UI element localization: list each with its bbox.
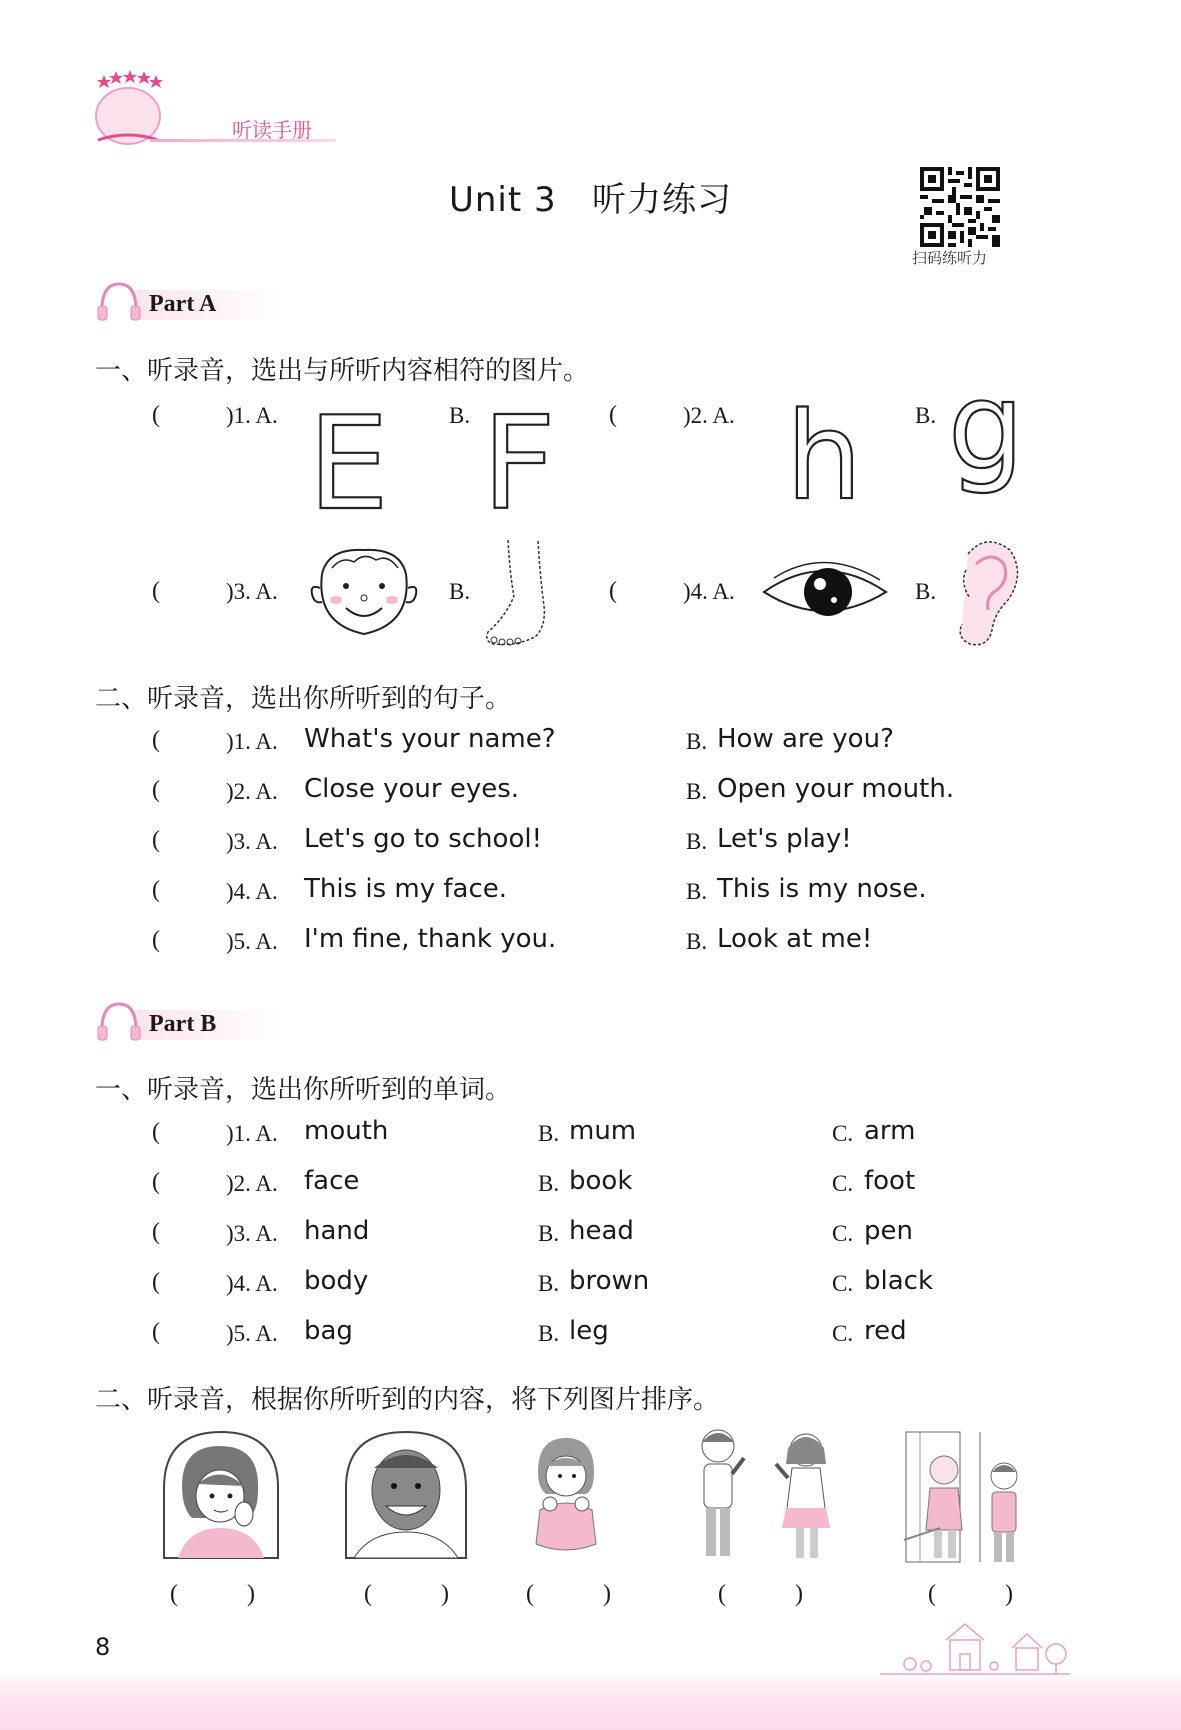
part-a-label: Part A <box>149 291 217 317</box>
option-c-word[interactable]: foot <box>864 1166 916 1196</box>
option-c-label: C. <box>832 1321 854 1346</box>
question-number: )3. A. <box>226 579 278 604</box>
option-b-sentence[interactable]: Look at me! <box>717 924 873 954</box>
svg-text:g: g <box>948 386 1025 497</box>
question-number: )4. A. <box>226 879 278 904</box>
part-a-banner <box>94 276 284 326</box>
picture-boy-and-girl-waving[interactable] <box>688 1424 838 1566</box>
headphones-icon <box>94 996 144 1046</box>
option-c-label: C. <box>832 1121 854 1146</box>
option-c-label: C. <box>832 1271 854 1296</box>
page-title: Unit 3 听力练习 <box>448 180 733 220</box>
question-number: )2. A. <box>226 1171 278 1196</box>
svg-text:F: F <box>482 398 556 516</box>
qr-code[interactable] <box>920 167 1000 247</box>
answer-paren-close: ) <box>247 1581 255 1607</box>
option-b-word[interactable]: mum <box>569 1116 637 1146</box>
answer-paren-open: ( <box>609 578 617 604</box>
option-b-label: B. <box>686 829 708 854</box>
answer-paren-open: ( <box>364 1581 372 1607</box>
answer-paren-open: ( <box>152 927 160 953</box>
option-c-word[interactable]: arm <box>864 1116 916 1146</box>
question-number: )3. A. <box>226 829 278 854</box>
answer-paren-close: ) <box>795 1581 803 1607</box>
svg-text:E: E <box>308 398 386 516</box>
foot-icon[interactable] <box>480 536 560 652</box>
option-a-word[interactable]: face <box>304 1166 360 1196</box>
option-a-sentence[interactable]: This is my face. <box>304 874 508 904</box>
option-b-label: B. <box>686 779 708 804</box>
face-icon[interactable] <box>302 544 426 642</box>
question-number: )5. A. <box>226 929 278 954</box>
question-number: )4. A. <box>226 1271 278 1296</box>
answer-paren-open: ( <box>152 827 160 853</box>
option-b-sentence[interactable]: Open your mouth. <box>717 774 955 804</box>
part-a-section2-heading: 二、听录音，选出你所听到的句子。 <box>95 684 512 714</box>
option-a-word[interactable]: hand <box>304 1216 370 1246</box>
question-number: )4. A. <box>683 579 735 604</box>
answer-paren-open: ( <box>152 1119 160 1145</box>
answer-paren-open: ( <box>928 1581 936 1607</box>
option-b-label: B. <box>449 403 471 428</box>
option-b-label: B. <box>538 1271 560 1296</box>
picture-children-at-door[interactable] <box>900 1430 1032 1570</box>
qr-caption: 扫码练听力 <box>912 249 988 267</box>
ear-icon[interactable] <box>946 534 1022 654</box>
footer-decoration-houses <box>880 1618 1070 1682</box>
brand-label: 听读手册 <box>232 118 312 142</box>
question-number: )2. A. <box>683 403 735 428</box>
option-c-label: C. <box>832 1171 854 1196</box>
option-b-label: B. <box>538 1121 560 1146</box>
eye-icon[interactable] <box>760 556 890 630</box>
option-b-sentence[interactable]: Let's play! <box>717 824 852 854</box>
picture-man-at-window[interactable] <box>340 1428 472 1564</box>
answer-paren-open: ( <box>718 1581 726 1607</box>
part-b-section2-heading: 二、听录音，根据你所听到的内容，将下列图片排序。 <box>95 1385 720 1415</box>
question-number: )3. A. <box>226 1221 278 1246</box>
option-b-label: B. <box>686 929 708 954</box>
option-a-sentence[interactable]: What's your name? <box>304 724 556 754</box>
question-number: )1. A. <box>226 403 278 428</box>
part-a-section1-heading: 一、听录音，选出与所听内容相符的图片。 <box>95 356 590 386</box>
question-number: )2. A. <box>226 779 278 804</box>
answer-paren-open: ( <box>152 1269 160 1295</box>
option-b-label: B. <box>915 579 937 604</box>
picture-girl-touching-face[interactable] <box>520 1432 610 1564</box>
option-c-word[interactable]: pen <box>864 1216 913 1246</box>
part-b-banner <box>94 996 284 1046</box>
svg-text:h: h <box>786 396 863 506</box>
option-a-sentence[interactable]: I'm fine, thank you. <box>304 924 557 954</box>
answer-paren-open: ( <box>526 1581 534 1607</box>
answer-paren-open: ( <box>170 1581 178 1607</box>
answer-paren-open: ( <box>152 877 160 903</box>
answer-paren-close: ) <box>1005 1581 1013 1607</box>
answer-paren-open: ( <box>152 578 160 604</box>
option-b-label: B. <box>686 729 708 754</box>
option-b-label: B. <box>686 879 708 904</box>
option-b-word[interactable]: head <box>569 1216 634 1246</box>
question-number: )1. A. <box>226 1121 278 1146</box>
option-b-sentence[interactable]: How are you? <box>717 724 894 754</box>
option-picture-letter-h[interactable] <box>786 396 866 510</box>
option-b-label: B. <box>538 1321 560 1346</box>
answer-paren-close: ) <box>603 1581 611 1607</box>
option-a-word[interactable]: body <box>304 1266 369 1296</box>
option-b-label: B. <box>915 403 937 428</box>
option-b-label: B. <box>449 579 471 604</box>
brand-logo <box>92 70 164 148</box>
part-b-label: Part B <box>149 1011 217 1037</box>
answer-paren-open: ( <box>609 402 617 428</box>
answer-paren-open: ( <box>152 1319 160 1345</box>
option-c-label: C. <box>832 1221 854 1246</box>
answer-paren-open: ( <box>152 727 160 753</box>
option-b-label: B. <box>538 1171 560 1196</box>
option-picture-letter-g[interactable] <box>948 386 1028 510</box>
answer-paren-open: ( <box>152 1169 160 1195</box>
answer-paren-open: ( <box>152 1219 160 1245</box>
option-picture-letter-e[interactable] <box>306 398 386 520</box>
option-b-word[interactable]: leg <box>569 1316 609 1346</box>
question-number: )5. A. <box>226 1321 278 1346</box>
option-a-word[interactable]: mouth <box>304 1116 389 1146</box>
headphones-icon <box>94 276 144 326</box>
answer-paren-open: ( <box>152 402 160 428</box>
part-b-section1-heading: 一、听录音，选出你所听到的单词。 <box>95 1075 512 1105</box>
answer-paren-open: ( <box>152 777 160 803</box>
answer-paren-close: ) <box>441 1581 449 1607</box>
option-picture-letter-f[interactable] <box>480 398 560 520</box>
option-b-label: B. <box>538 1221 560 1246</box>
page-number: 8 <box>95 1633 111 1661</box>
option-a-sentence[interactable]: Let's go to school! <box>304 824 542 854</box>
option-b-sentence[interactable]: This is my nose. <box>717 874 927 904</box>
option-c-word[interactable]: black <box>864 1266 934 1296</box>
option-a-word[interactable]: bag <box>304 1316 353 1346</box>
picture-girl-at-window[interactable] <box>158 1428 284 1564</box>
option-c-word[interactable]: red <box>864 1316 907 1346</box>
option-a-sentence[interactable]: Close your eyes. <box>304 774 520 804</box>
option-b-word[interactable]: book <box>569 1166 633 1196</box>
question-number: )1. A. <box>226 729 278 754</box>
option-b-word[interactable]: brown <box>569 1266 650 1296</box>
